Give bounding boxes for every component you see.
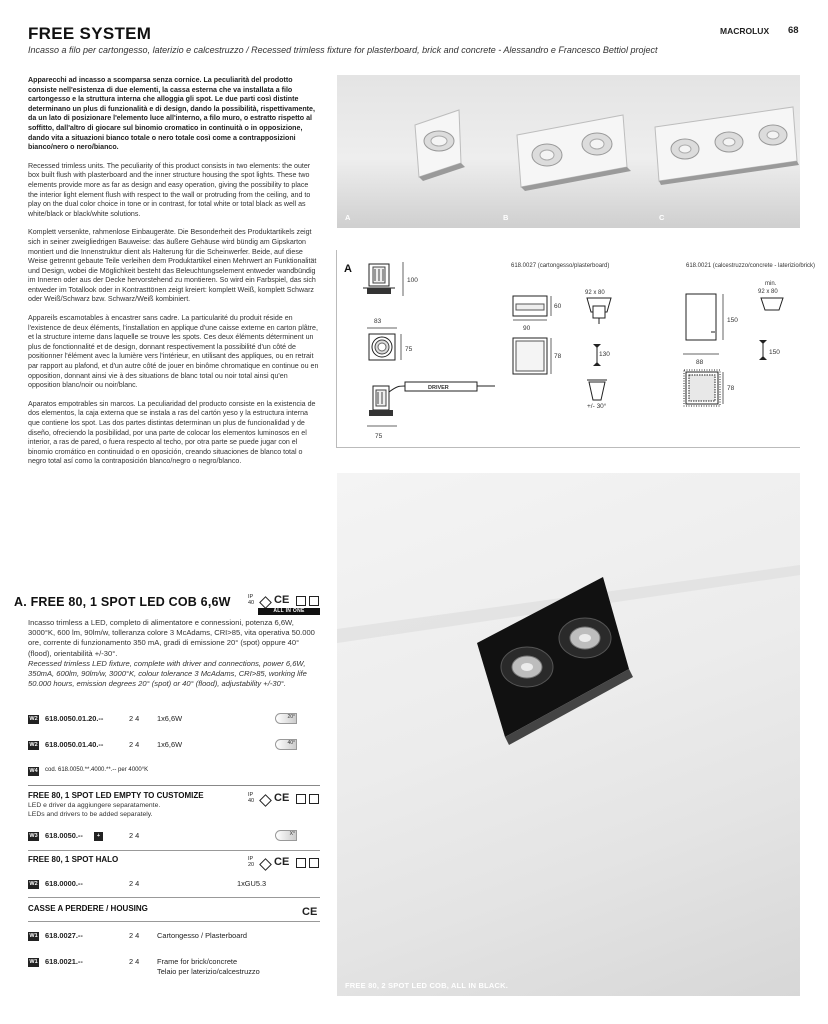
photo-c-fixture bbox=[651, 75, 800, 228]
plasterboard-title: 618.0027 (cartongesso/plasterboard) bbox=[511, 263, 610, 269]
beam-40-icon: 40° bbox=[275, 739, 297, 750]
all-in-one-badge: ALL IN ONE bbox=[258, 608, 320, 615]
description-english: Recessed trimless units. The peculiarity of this product consists in two elements: the outer box built flush with plasterboard and the inner structure housing the spot lights. These two elements provide more as far as design and easy operation, giving the possibility to place the interior light element flush with respect to the wall or protruding from the ceiling, and to play on the dual color choice in tone or in contrast, for total white or total black as well as white/black or black/white solutions. bbox=[28, 161, 311, 218]
divider bbox=[28, 897, 320, 898]
halo-section-title: FREE 80, 1 SPOT HALO bbox=[28, 855, 119, 864]
power-spec: 1x6,6W bbox=[157, 740, 183, 749]
photo-a-label: A bbox=[345, 213, 351, 222]
ceiling-scene bbox=[337, 473, 800, 996]
housing-spec-2: Telaio per laterizio/calcestruzzo bbox=[157, 967, 260, 976]
no-cover-icon bbox=[296, 794, 306, 804]
tilt-angle: +/- 30° bbox=[587, 403, 607, 410]
product-code: 618.0050.01.40.-- bbox=[45, 740, 104, 749]
product-code: 618.0021.-- bbox=[45, 957, 83, 966]
drawings-svg bbox=[337, 250, 816, 448]
product-code: 618.0027.-- bbox=[45, 931, 83, 940]
photo-a bbox=[337, 75, 497, 228]
dim-78-a: 78 bbox=[554, 353, 562, 360]
dim-150-b: 150 bbox=[769, 349, 780, 356]
ip-label: IP bbox=[248, 594, 254, 600]
photo-a-fixture bbox=[337, 75, 497, 228]
quantity: 2 4 bbox=[129, 957, 140, 966]
ce-mark-icon: CE bbox=[274, 792, 290, 804]
class-a-icon bbox=[296, 596, 306, 606]
dim-78-b: 78 bbox=[727, 385, 735, 392]
weight-badge: W2 bbox=[29, 742, 38, 748]
photo-b-fixture bbox=[495, 75, 651, 228]
cutout-1: 92 x 80 bbox=[585, 290, 605, 296]
technical-drawings bbox=[336, 250, 816, 448]
ip-value: 40 bbox=[248, 798, 255, 804]
section-a-title: A. FREE 80, 1 SPOT LED COB 6,6W bbox=[14, 595, 231, 609]
page-subtitle: Incasso a filo per cartongesso, laterizio e calcestruzzo / Recessed trimless fixture for plasterboard, brick and concrete - Alessandro e Francesco Bettiol project bbox=[28, 45, 658, 55]
product-code: 618.0050.01.20.-- bbox=[45, 714, 104, 723]
ip-rating-halo: IP 20 bbox=[248, 856, 255, 868]
weight-badge: W3 bbox=[29, 833, 38, 839]
photo-c bbox=[651, 75, 800, 228]
cutout-2-min: min. bbox=[765, 281, 777, 287]
section-a-desc-it: Incasso trimless a LED, completo di alimentatore e connessioni, potenza 6,6W, 3000°K, 600 lm, 90lm/w, tolleranza colore 3 McAdams, CRI>85, vita operativa 50.000 ore, corrente di funzionamento 350 mA, gradi di emissione 20° (spot) oppure 40° (flood), orientabilità +/-30°. bbox=[28, 618, 315, 658]
plus-icon: + bbox=[94, 832, 103, 841]
ce-mark-icon: CE bbox=[274, 856, 290, 868]
weight-badge: W4 bbox=[29, 768, 38, 774]
photo-c-label: C bbox=[659, 213, 665, 222]
brick-title: 618.0021 (calcestruzzo/concrete - laterizio/brick) bbox=[686, 263, 816, 269]
dim-130: 130 bbox=[599, 351, 610, 358]
lamp-spec: 1xGU5.3 bbox=[237, 879, 267, 888]
description-german: Komplett versenkte, rahmenlose Einbaugeräte. Die Besonderheit des Produktartikels zeigt sich in seiner zweigliedrigen Bauweise: das äußere Gehäuse wird bündig am Gipskarton montiert und die Innenstruktur dient als Halterung für die Scheinwerfer. Beide, auf diese Weise getrennt gebaute Teile verleihen dem Produktartikel einen Mehrwert an Funktionalität und Design, wobei die Möglichkeit besteht das Beleuchtungselement entweder wandbündig im Inneren oder aus der Decke hervorstehend zu montieren. So wird ein Farbspiel, das sich entweder im Totallook oder in Kontrasttönen zeigt kreiert: komplett Weiß, komplett Schwarz oder Weiß/Schwarz bzw. Schwarz/Weiß kombiniert. bbox=[28, 228, 317, 304]
weight-badge: W1 bbox=[29, 933, 38, 939]
housing-spec: Frame for brick/concrete bbox=[157, 957, 238, 966]
brand-name: MACROLUX bbox=[720, 26, 770, 36]
product-photo-large bbox=[337, 473, 800, 996]
empty-section-title: FREE 80, 1 SPOT LED EMPTY TO CUSTOMIZE bbox=[28, 785, 320, 800]
section-a-description bbox=[28, 618, 320, 689]
description-italian: Apparecchi ad incasso a scomparsa senza cornice. La peculiarità del prodotto consiste nell'esistenza di due elementi, la cassa esterna che va installata a filo cartongesso e la struttura interna che alloggia gli spot. Le due parti così distinte determinano un plus di funzionalità e di design, dando la possibilità, rispettivamente, da un lato di posizionare l'elemento luce all'interno, a filo muro, o estratto rispetto al soffitto, dall'altro di giocare sul binomio cromatico in continuità o in opposizione, dando vita a situazioni bianco totale o nero totale così come a contrapposizioni bianco/nero o nero/bianco. bbox=[28, 76, 315, 152]
photo-b bbox=[495, 75, 651, 228]
dim-100: 100 bbox=[407, 277, 418, 284]
product-code: 618.0000.-- bbox=[45, 879, 83, 888]
empty-note-it: LED e driver da aggiungere separatamente. bbox=[28, 802, 161, 809]
ip-rating-a bbox=[248, 594, 254, 606]
ip-rating-empty: IP 40 bbox=[248, 792, 255, 804]
dim-150-a: 150 bbox=[727, 317, 738, 324]
quantity: 2 4 bbox=[129, 740, 140, 749]
photo-b-label: B bbox=[503, 213, 509, 222]
empty-note-en: LEDs and drivers to be added separately. bbox=[28, 811, 153, 818]
quantity: 2 4 bbox=[129, 879, 140, 888]
driver-label: DRIVER bbox=[428, 385, 449, 391]
dim-75-a: 75 bbox=[405, 346, 413, 353]
product-description bbox=[28, 76, 320, 476]
ce-mark-icon: CE bbox=[302, 906, 318, 918]
dim-75-b: 75 bbox=[375, 433, 383, 440]
lamp-icon bbox=[309, 596, 319, 606]
note-text: cod. 618.0050.**.4000.**.-- per 4000°K bbox=[45, 767, 149, 773]
quantity: 2 4 bbox=[129, 831, 140, 840]
spot-side-drawing bbox=[363, 262, 403, 296]
dim-60: 60 bbox=[554, 303, 562, 310]
dim-88: 88 bbox=[696, 359, 704, 366]
housing-spec: Cartongesso / Plasterboard bbox=[157, 931, 247, 940]
quantity: 2 4 bbox=[129, 931, 140, 940]
description-french: Appareils escamotables à encastrer sans cadre. La particularité du produit réside en l'existence de deux éléments, l'installation en applique d'une caisse externe en carton plâtre, et la structure interne dans laquelle se trouve les spots. Ces deux éléments déterminent un plus de fonctionnalité et de design, donnant respectivement la possibilité d'un côté de positionner l'élément avec la lumière vers l'intérieur, en utilisant des appliques, ou en retrait par rapport au plafond, et d'un autre côté de jouer en binôme chromatique en continue ou en opposition, donnant ainsi vie à des situations de blanc total ou noir total ainsi qu'en opposition blanc/noir ou noir/blanc. bbox=[28, 314, 319, 390]
ce-mark-icon: CE bbox=[274, 594, 290, 606]
brick-housing-drawing bbox=[683, 294, 723, 406]
dim-83: 83 bbox=[374, 318, 382, 325]
beam-custom-icon: X° bbox=[275, 830, 297, 841]
dim-90: 90 bbox=[523, 325, 531, 332]
spot-top-drawing bbox=[367, 328, 401, 360]
insulation-icon bbox=[259, 596, 272, 609]
weight-badge: W2 bbox=[29, 881, 38, 887]
ip-value: 40 bbox=[248, 600, 255, 606]
quantity: 2 4 bbox=[129, 714, 140, 723]
housing-section-title: CASSE A PERDERE / HOUSING bbox=[28, 904, 148, 913]
power-spec: 1x6,6W bbox=[157, 714, 183, 723]
product-code: 618.0050.-- bbox=[45, 831, 83, 840]
plasterboard-housing-drawing bbox=[513, 296, 551, 374]
lamp-icon bbox=[309, 794, 319, 804]
weight-badge: W1 bbox=[29, 959, 38, 965]
section-a-desc-en: Recessed trimless LED fixture, complete with driver and connections, power 6,6W, 350mA, 600lm, 90lm/w, 3000°K, colour tolerance 3 McAdams, CRI>85, working life 50.000 hours, emission degrees 20° (spot) or 40° (flood), adjustability +/-30°. bbox=[28, 658, 307, 689]
weight-badge: W2 bbox=[29, 716, 38, 722]
lamp-icon bbox=[309, 858, 319, 868]
plaster-cutout-drawing bbox=[587, 298, 611, 400]
photo-caption: FREE 80, 2 SPOT LED COB, ALL IN BLACK. bbox=[345, 981, 509, 990]
cutout-2: 92 x 80 bbox=[758, 289, 778, 295]
beam-20-icon: 20° bbox=[275, 713, 297, 724]
divider bbox=[28, 921, 320, 922]
page-number: 68 bbox=[788, 25, 799, 36]
drawing-letter: A bbox=[344, 263, 352, 275]
page-title: FREE SYSTEM bbox=[28, 24, 152, 43]
description-spanish: Aparatos empotrables sin marcos. La peculiaridad del producto consiste en la existencia de dos elementos, la caja externa que se instala a ras del cartón yeso y la estructura interna que contiene los spot. Las dos partes distintas determinan un plus de funcionalidad y de diseño, ofreciendo la posibilidad, por una parte de colocar los elementos luminosos en el interior, a ras de pared, o fuera respecto al techo, por otra parte se puede jugar con el binomio cromático en continuidad o en oposición, creando situaciones de blanco total o negro total así como la contraposición blanco/negro o negro/blanco. bbox=[28, 399, 316, 466]
ip-value: 20 bbox=[248, 862, 255, 868]
no-cover-icon bbox=[296, 858, 306, 868]
